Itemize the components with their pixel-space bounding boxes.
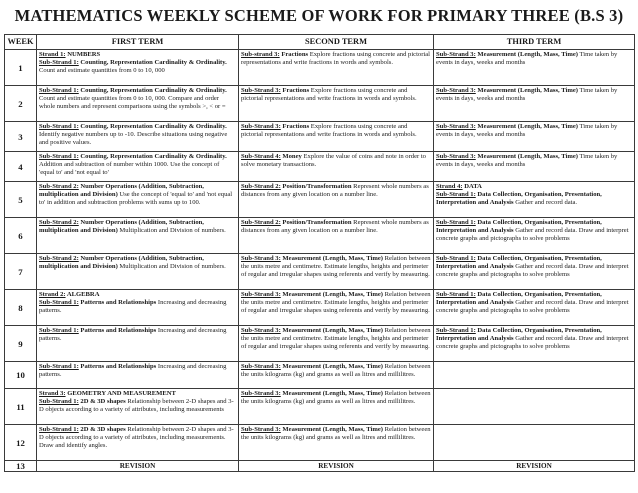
cell-third-term bbox=[434, 254, 635, 290]
strand-title: Measurement (Length, Mass, Time) bbox=[280, 426, 383, 433]
cell-second-term bbox=[239, 86, 434, 122]
scheme-body bbox=[5, 50, 635, 472]
strand-label: Sub-Strand 1: bbox=[39, 123, 79, 130]
strand-label: Sub-Strand 1: bbox=[39, 398, 79, 406]
topic-block bbox=[39, 327, 236, 343]
revision-row bbox=[5, 461, 635, 472]
topic-block bbox=[241, 153, 431, 169]
topic-description: Relation between the units kilograms (kg) and grams as well as litres and millilitres. bbox=[241, 390, 431, 406]
topic-block bbox=[241, 51, 431, 67]
strand-title: Patterns and Relationships bbox=[78, 363, 157, 370]
strand-title: Measurement (Length, Mass, Time) bbox=[475, 153, 578, 160]
strand-label: Sub-Strand 2: bbox=[241, 219, 281, 226]
week-number: 4 bbox=[5, 152, 37, 182]
topic-description: Gather and record data. Draw and interpret concrete graphs and pictographs to solve problems bbox=[436, 299, 629, 315]
cell-first-term bbox=[37, 326, 239, 362]
week-number: 12 bbox=[5, 425, 37, 461]
cell-third-term bbox=[434, 218, 635, 254]
topic-description: Gather and record data. Draw and interpret concrete graphs and pictographs to solve problems bbox=[436, 227, 629, 243]
strand-title: Data Collection, Organisation, Presentation, Interpretation and Analysis bbox=[436, 291, 602, 307]
topic-description: Increasing and decreasing patterns. bbox=[39, 363, 227, 379]
cell-third-term bbox=[434, 122, 635, 152]
topic-description: Gather and record data. bbox=[513, 199, 578, 207]
strand-label: Sub-Strand 2: bbox=[39, 183, 79, 190]
week-row bbox=[5, 182, 635, 218]
topic-description: Time taken by events in days, weeks and months bbox=[436, 51, 618, 67]
col-header-third-term: THIRD TERM bbox=[434, 35, 635, 50]
topic-block bbox=[39, 299, 236, 315]
strand-title: Data Collection, Organisation, Presentation, Interpretation and Analysis bbox=[436, 219, 602, 235]
topic-description: Time taken by events in days, weeks and months bbox=[436, 153, 618, 169]
topic-block bbox=[241, 426, 431, 442]
strand-title: Counting, Representation Cardinality & Ordinality. bbox=[78, 123, 227, 130]
topic-block bbox=[39, 426, 236, 450]
topic-block bbox=[39, 51, 236, 59]
topic-description: Explore the value of coins and note in order to solve monetary transactions. bbox=[241, 153, 426, 169]
topic-description: Multiplication and Division of numbers. bbox=[117, 227, 226, 235]
strand-label: Strand 1: bbox=[39, 51, 66, 58]
cell-first-term bbox=[37, 362, 239, 389]
strand-title: Number Operations (Addition, Subtraction, multiplication and Division) bbox=[39, 255, 204, 271]
strand-label: Sub-Strand 2: bbox=[241, 183, 281, 190]
strand-title: Measurement (Length, Mass, Time) bbox=[280, 327, 383, 334]
strand-label: Sub-Strand 3: bbox=[241, 87, 281, 94]
topic-description: Relationship between 2-D shapes and 3-D objects according to a variety of attributes, including measurements bbox=[39, 398, 234, 414]
strand-title: Counting, Representation Cardinality & Ordinality. bbox=[78, 59, 227, 67]
strand-title: ALGEBRA bbox=[65, 291, 100, 298]
topic-description: Use the concept of 'equal to' and 'not equal to' in addition and subtraction problems with sums up to 100. bbox=[39, 191, 233, 207]
topic-description: Gather and record data. Draw and interpret concrete graphs and pictographs to solve problems bbox=[436, 263, 629, 279]
topic-block bbox=[39, 183, 236, 207]
cell-third-term bbox=[434, 182, 635, 218]
strand-title: 2D & 3D shapes bbox=[78, 426, 126, 433]
cell-third-term bbox=[434, 362, 635, 389]
cell-first-term bbox=[37, 86, 239, 122]
col-header-second-term: SECOND TERM bbox=[239, 35, 434, 50]
cell-third-term bbox=[434, 425, 635, 461]
strand-label: Sub-Strand 3: bbox=[436, 153, 476, 160]
topic-block bbox=[436, 183, 632, 191]
strand-label: Strand 4: bbox=[436, 183, 463, 190]
topic-description: Increasing and decreasing patterns. bbox=[39, 299, 227, 315]
cell-second-term bbox=[239, 218, 434, 254]
strand-title: Measurement (Length, Mass, Time) bbox=[475, 123, 578, 130]
topic-block bbox=[241, 291, 431, 315]
strand-title: 2D & 3D shapes bbox=[78, 398, 126, 406]
week-number: 1 bbox=[5, 50, 37, 86]
strand-label: Sub-Strand 1: bbox=[39, 87, 79, 94]
strand-label: Sub-Strand 1: bbox=[39, 327, 79, 334]
strand-title: Measurement (Length, Mass, Time) bbox=[280, 255, 383, 262]
strand-title: Patterns and Relationships bbox=[78, 327, 157, 334]
week-row bbox=[5, 50, 635, 86]
strand-title: Money bbox=[280, 153, 302, 160]
strand-title: Data Collection, Organisation, Presentation, Interpretation and Analysis bbox=[436, 191, 602, 207]
strand-label: Sub-Strand 3: bbox=[436, 51, 476, 58]
topic-block bbox=[436, 219, 632, 243]
topic-block bbox=[436, 87, 632, 103]
topic-block bbox=[241, 255, 431, 279]
strand-title: Fractions bbox=[280, 123, 310, 130]
strand-label: Sub-Strand 1: bbox=[436, 219, 476, 226]
topic-description: Time taken by events in days, weeks and months bbox=[436, 123, 618, 139]
revision-first-term: REVISION bbox=[37, 461, 239, 472]
week-number: 3 bbox=[5, 122, 37, 152]
topic-block bbox=[241, 363, 431, 379]
strand-title: Data Collection, Organisation, Presentation, Interpretation and Analysis bbox=[436, 327, 602, 343]
topic-description: Relation between the units metre and centimetre. Estimate lengths, heights and perimeter of regular and irregular shapes using referents and verify by measuring. bbox=[241, 291, 431, 315]
week-row bbox=[5, 425, 635, 461]
cell-third-term bbox=[434, 290, 635, 326]
col-header-first-term: FIRST TERM bbox=[37, 35, 239, 50]
topic-description: Multiplication and Division of numbers. bbox=[117, 263, 226, 271]
cell-second-term bbox=[239, 389, 434, 425]
cell-second-term bbox=[239, 50, 434, 86]
revision-second-term: REVISION bbox=[239, 461, 434, 472]
topic-block bbox=[241, 219, 431, 235]
topic-block bbox=[39, 363, 236, 379]
strand-title: Counting, Representation Cardinality & Ordinality. bbox=[78, 153, 227, 160]
topic-block bbox=[39, 87, 236, 111]
topic-block bbox=[39, 153, 236, 177]
topic-block bbox=[436, 255, 632, 279]
strand-label: Sub-Strand 3: bbox=[241, 426, 281, 433]
topic-description: Count and estimate quantities from 0 to 10, 000. Compare and order whole numbers and represent comparisons using the symbols >, < or = bbox=[39, 95, 226, 111]
cell-first-term bbox=[37, 425, 239, 461]
strand-title: Position/Transformation bbox=[280, 183, 352, 190]
topic-block bbox=[39, 291, 236, 299]
strand-label: Sub-strand 3: bbox=[241, 51, 280, 58]
topic-description: Time taken by events in days, weeks and months bbox=[436, 87, 618, 103]
strand-label: Sub-Strand 3: bbox=[241, 327, 281, 334]
cell-first-term bbox=[37, 254, 239, 290]
strand-label: Sub-Strand 1: bbox=[436, 191, 476, 199]
topic-block bbox=[436, 191, 632, 207]
topic-description: Addition and subtraction of number within 1000. Use the concept of 'equal to' and 'not equal to' bbox=[39, 161, 220, 177]
col-header-week: WEEK bbox=[5, 35, 37, 50]
strand-label: Sub-Strand 1: bbox=[436, 291, 476, 298]
topic-block bbox=[436, 123, 632, 139]
topic-description: Explore fractions using concrete and pictorial representations and write fractions in words and symbols. bbox=[241, 51, 431, 67]
strand-label: Sub-Strand 2: bbox=[39, 219, 79, 226]
cell-third-term bbox=[434, 50, 635, 86]
strand-label: Sub-Strand 3: bbox=[436, 87, 476, 94]
strand-title: Measurement (Length, Mass, Time) bbox=[280, 363, 383, 370]
cell-first-term bbox=[37, 50, 239, 86]
strand-title: NUMBERS bbox=[65, 51, 101, 58]
strand-label: Sub-Strand 3: bbox=[241, 291, 281, 298]
week-row bbox=[5, 122, 635, 152]
week-number: 11 bbox=[5, 389, 37, 425]
week-row bbox=[5, 290, 635, 326]
strand-label: Sub-Strand 1: bbox=[39, 363, 79, 370]
cell-first-term bbox=[37, 152, 239, 182]
cell-third-term bbox=[434, 326, 635, 362]
strand-label: Sub-Strand 3: bbox=[436, 123, 476, 130]
topic-block bbox=[241, 87, 431, 103]
week-row bbox=[5, 362, 635, 389]
cell-second-term bbox=[239, 254, 434, 290]
cell-second-term bbox=[239, 326, 434, 362]
week-number: 8 bbox=[5, 290, 37, 326]
cell-third-term bbox=[434, 86, 635, 122]
week-row bbox=[5, 86, 635, 122]
topic-description: Count and estimate quantities from 0 to 10, 000 bbox=[39, 67, 165, 75]
strand-title: Fractions bbox=[280, 87, 310, 94]
week-row bbox=[5, 254, 635, 290]
topic-description: Relationship between 2-D shapes and 3-D objects according to a variety of attributes, including measurements. Draw and identify angles. bbox=[39, 426, 234, 450]
cell-third-term bbox=[434, 152, 635, 182]
topic-description: Identify negative numbers up to -10. Describe situations using negative and positive values. bbox=[39, 131, 228, 147]
week-number: 7 bbox=[5, 254, 37, 290]
topic-block bbox=[39, 123, 236, 147]
week-row bbox=[5, 326, 635, 362]
strand-title: Patterns and Relationships bbox=[78, 299, 157, 307]
cell-first-term bbox=[37, 290, 239, 326]
strand-title: Position/Transformation bbox=[280, 219, 352, 226]
week-row bbox=[5, 218, 635, 254]
scheme-table bbox=[4, 34, 635, 472]
strand-title: Measurement (Length, Mass, Time) bbox=[475, 87, 578, 94]
header-row bbox=[5, 35, 635, 50]
strand-label: Strand 3: bbox=[39, 390, 66, 397]
revision-third-term: REVISION bbox=[434, 461, 635, 472]
week-number: 13 bbox=[5, 461, 37, 472]
topic-block bbox=[436, 51, 632, 67]
topic-block bbox=[241, 327, 431, 351]
strand-title: Number Operations (Addition, Subtraction, multiplication and Division) bbox=[39, 219, 204, 235]
topic-block bbox=[436, 327, 632, 351]
topic-block bbox=[241, 123, 431, 139]
topic-block bbox=[39, 390, 236, 398]
strand-title: Number Operations (Addition, Subtraction, multiplication and Division) bbox=[39, 183, 204, 199]
topic-description: Relation between the units metre and centimetre. Estimate lengths, heights and perimeter of regular and irregular shapes using referents and verify by measuring. bbox=[241, 255, 431, 279]
strand-title: Counting, Representation Cardinality & Ordinality. bbox=[78, 87, 227, 94]
strand-title: Measurement (Length, Mass, Time) bbox=[475, 51, 578, 58]
strand-label: Sub-Strand 3: bbox=[241, 390, 281, 397]
strand-label: Sub-Strand 1: bbox=[436, 327, 476, 334]
strand-title: Data Collection, Organisation, Presentation, Interpretation and Analysis bbox=[436, 255, 602, 271]
topic-description: Explore fractions using concrete and pictorial representations and write fractions in words and symbols. bbox=[241, 123, 417, 139]
cell-second-term bbox=[239, 182, 434, 218]
week-number: 9 bbox=[5, 326, 37, 362]
week-row bbox=[5, 152, 635, 182]
strand-label: Sub-Strand 4: bbox=[241, 153, 281, 160]
topic-description: Increasing and decreasing patterns. bbox=[39, 327, 227, 343]
strand-label: Sub-Strand 2: bbox=[39, 255, 79, 262]
topic-description: Relation between the units kilograms (kg) and grams as well as litres and millilitres. bbox=[241, 363, 431, 379]
strand-label: Sub-Strand 1: bbox=[39, 299, 79, 307]
cell-third-term bbox=[434, 389, 635, 425]
topic-description: Represent whole numbers as distances from any given location on a number line. bbox=[241, 183, 429, 199]
topic-block bbox=[39, 219, 236, 235]
strand-title: Fractions bbox=[279, 51, 309, 58]
topic-description: Relation between the units kilograms (kg) and grams as well as litres and millilitres. bbox=[241, 426, 431, 442]
week-number: 5 bbox=[5, 182, 37, 218]
strand-label: Sub-Strand 1: bbox=[39, 426, 79, 433]
topic-block bbox=[241, 390, 431, 406]
week-row bbox=[5, 389, 635, 425]
strand-title: DATA bbox=[462, 183, 482, 190]
cell-second-term bbox=[239, 122, 434, 152]
strand-label: Sub-Strand 1: bbox=[39, 153, 79, 160]
page-title: MATHEMATICS WEEKLY SCHEME OF WORK FOR PRIMARY THREE (B.S 3) bbox=[14, 6, 624, 25]
strand-label: Sub-Strand 3: bbox=[241, 363, 281, 370]
cell-first-term bbox=[37, 218, 239, 254]
topic-block bbox=[241, 183, 431, 199]
strand-label: Sub-Strand 3: bbox=[241, 123, 281, 130]
topic-block bbox=[436, 153, 632, 169]
strand-label: Sub-Strand 1: bbox=[39, 59, 79, 67]
topic-block bbox=[39, 255, 236, 271]
strand-label: Sub-Strand 3: bbox=[241, 255, 281, 262]
cell-second-term bbox=[239, 290, 434, 326]
topic-description: Gather and record data. Draw and interpret concrete graphs and pictographs to solve problems bbox=[436, 335, 629, 351]
strand-title: Measurement (Length, Mass, Time) bbox=[280, 291, 383, 298]
topic-block bbox=[39, 398, 236, 414]
topic-description: Explore fractions using concrete and pictorial representations and write fractions in words and symbols. bbox=[241, 87, 417, 103]
week-number: 6 bbox=[5, 218, 37, 254]
strand-title: Measurement (Length, Mass, Time) bbox=[280, 390, 383, 397]
cell-first-term bbox=[37, 389, 239, 425]
strand-title: GEOMETRY AND MEASUREMENT bbox=[65, 390, 176, 397]
topic-description: Represent whole numbers as distances from any given location on a number line. bbox=[241, 219, 429, 235]
week-number: 2 bbox=[5, 86, 37, 122]
topic-description: Relation between the units metre and centimetre. Estimate lengths, heights and perimeter of regular and irregular shapes using referents and verify by measuring. bbox=[241, 327, 431, 351]
cell-second-term bbox=[239, 152, 434, 182]
cell-first-term bbox=[37, 182, 239, 218]
strand-label: Sub-Strand 1: bbox=[436, 255, 476, 262]
cell-second-term bbox=[239, 362, 434, 389]
cell-second-term bbox=[239, 425, 434, 461]
topic-block bbox=[436, 291, 632, 315]
week-number: 10 bbox=[5, 362, 37, 389]
cell-first-term bbox=[37, 122, 239, 152]
topic-block bbox=[39, 59, 236, 75]
strand-label: Strand 2: bbox=[39, 291, 66, 298]
